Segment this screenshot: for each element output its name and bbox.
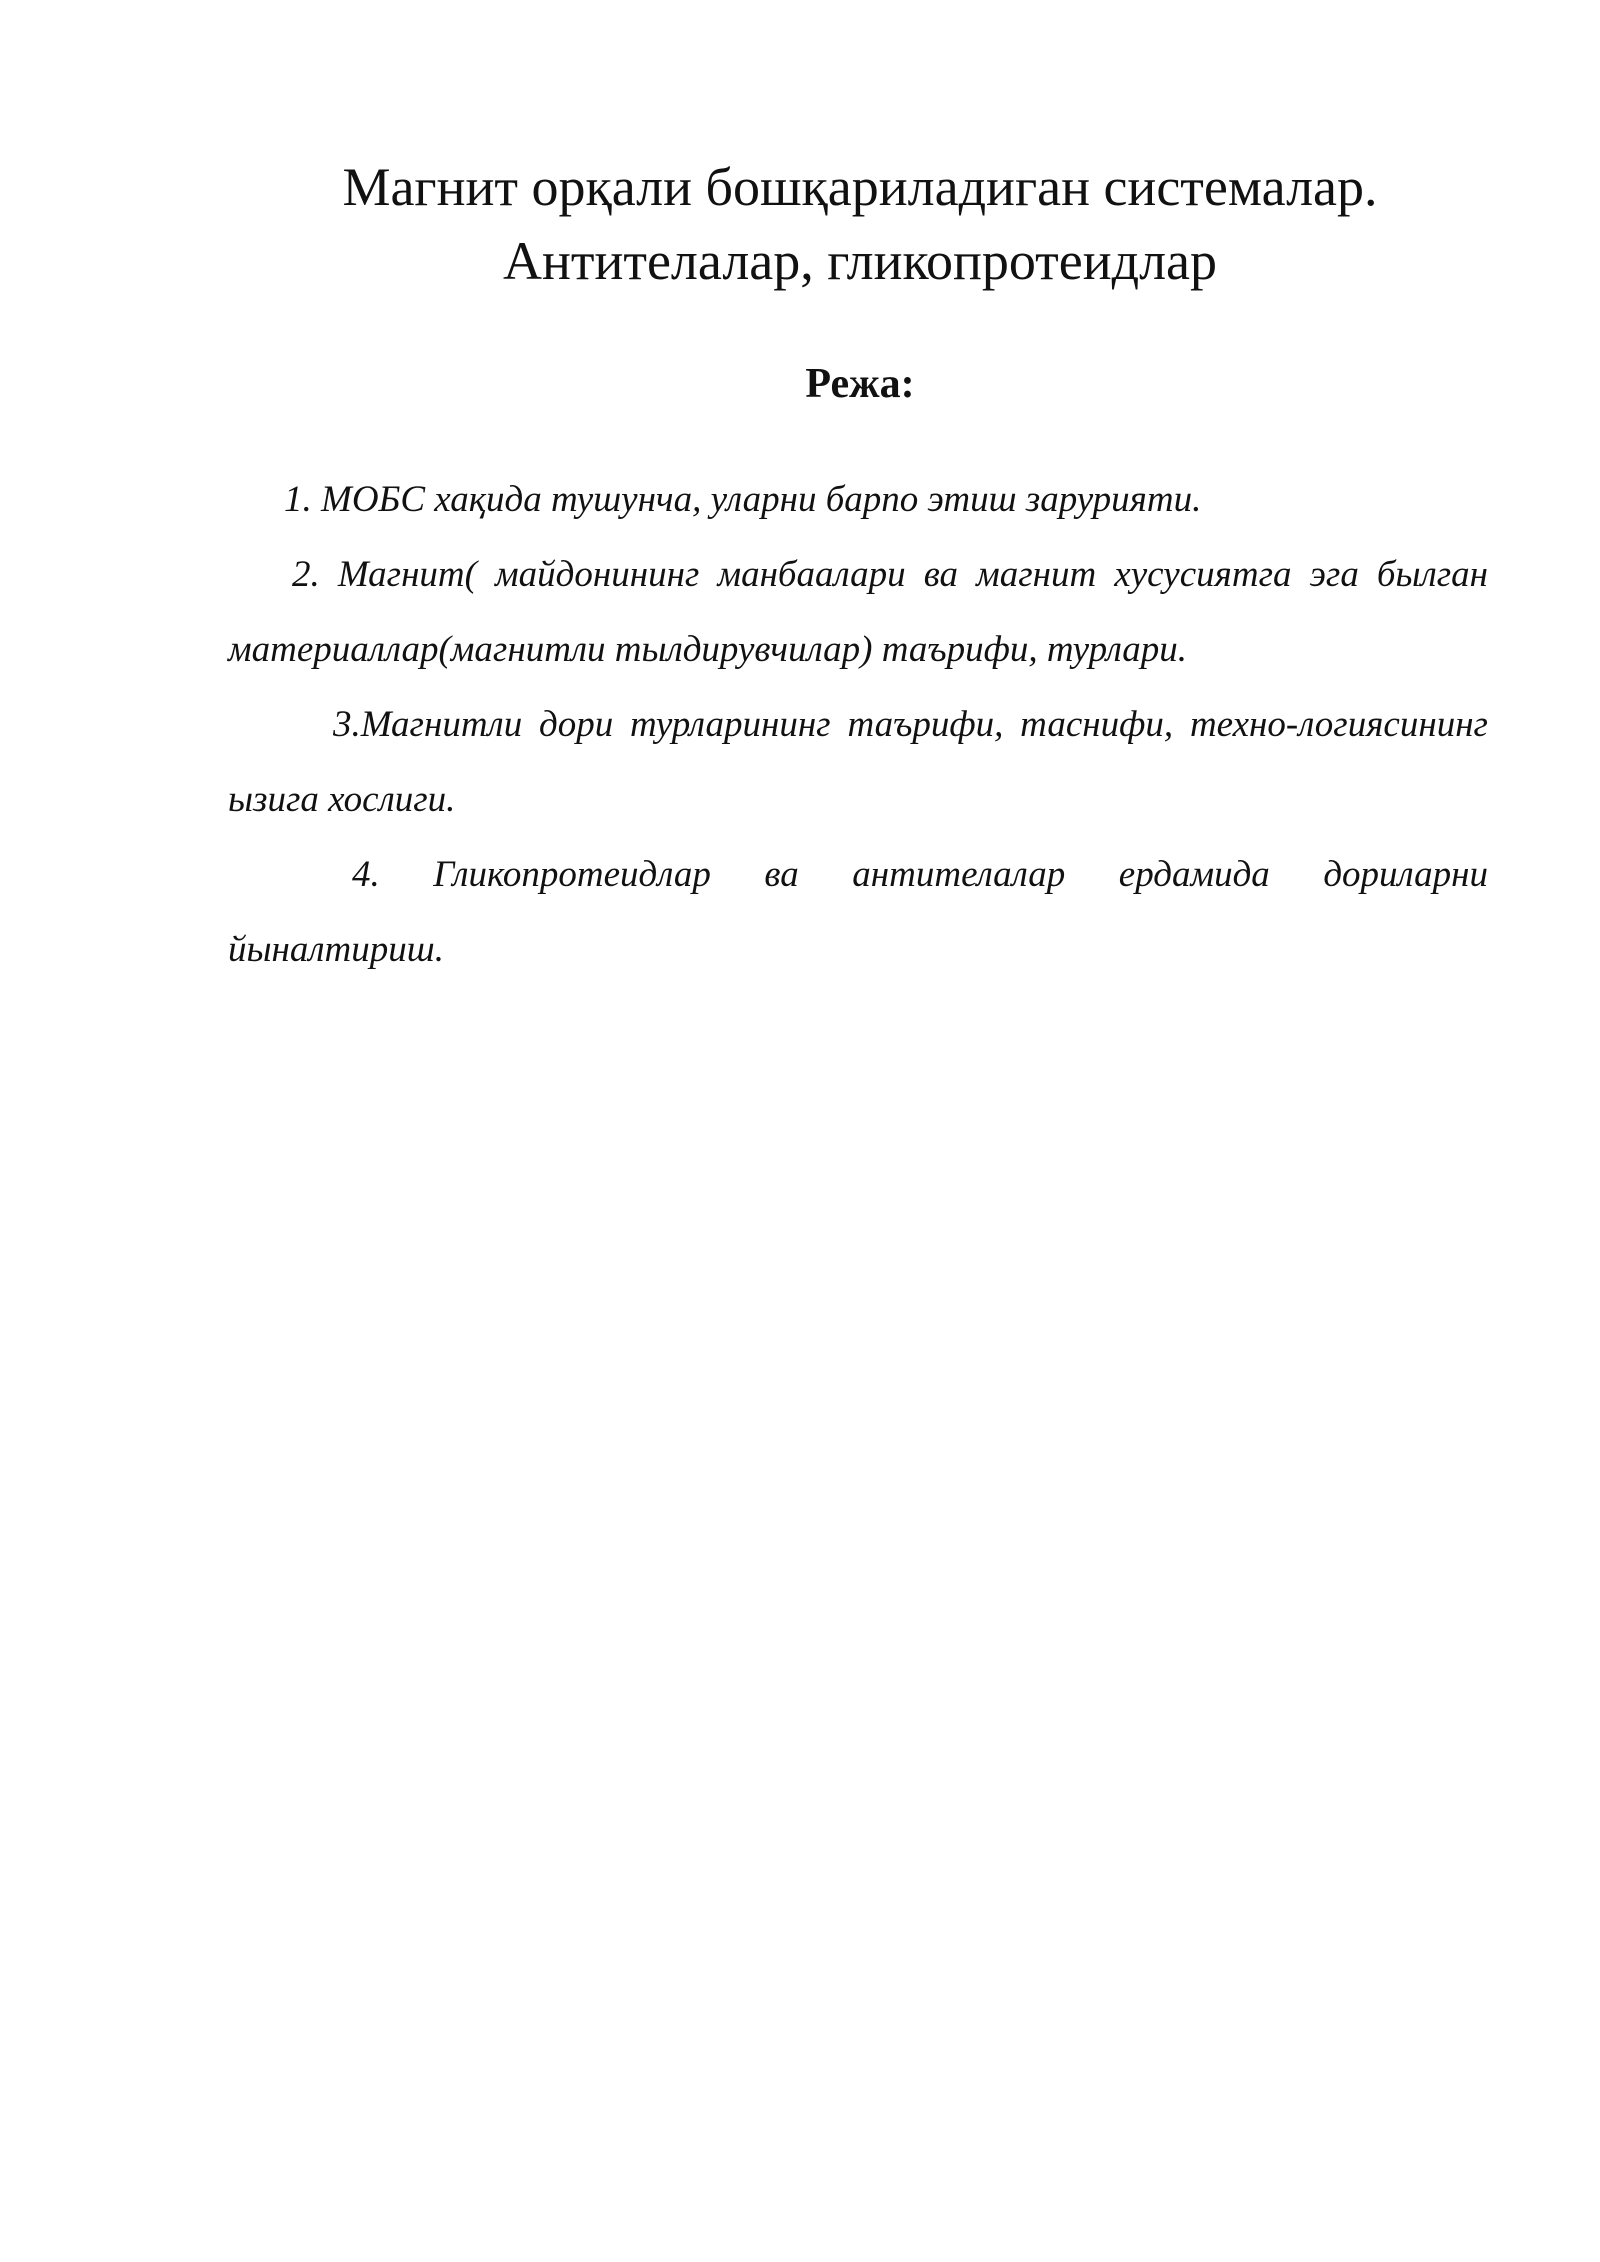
plan-item-1: 1. МОБС хақида тушунча, уларни барпо этиш зарурияти. — [284, 479, 1202, 520]
plan-list — [228, 462, 1488, 987]
plan-item-3: 3.Магнитли дори турларининг таърифи, таснифи, техно-логиясининг ызига хослиги. — [228, 704, 1488, 820]
title-line-2: Антителалар, гликопротеидлар — [502, 231, 1218, 291]
title-line-1: Магнит орқали бошқариладиган системалар. — [342, 157, 1378, 217]
plan-item-4: 4. Гликопротеидлар ва антителалар ердамида дориларни йыналтириш. — [228, 854, 1488, 970]
plan-item-2: 2. Магнит( майдонининг манбаалари ва магнит хусусиятга эга былган материаллар(магнитли тылдирувчилар) таърифи, турлари. — [228, 554, 1488, 670]
document-title — [230, 150, 1490, 298]
plan-heading: Режа: — [805, 361, 915, 407]
